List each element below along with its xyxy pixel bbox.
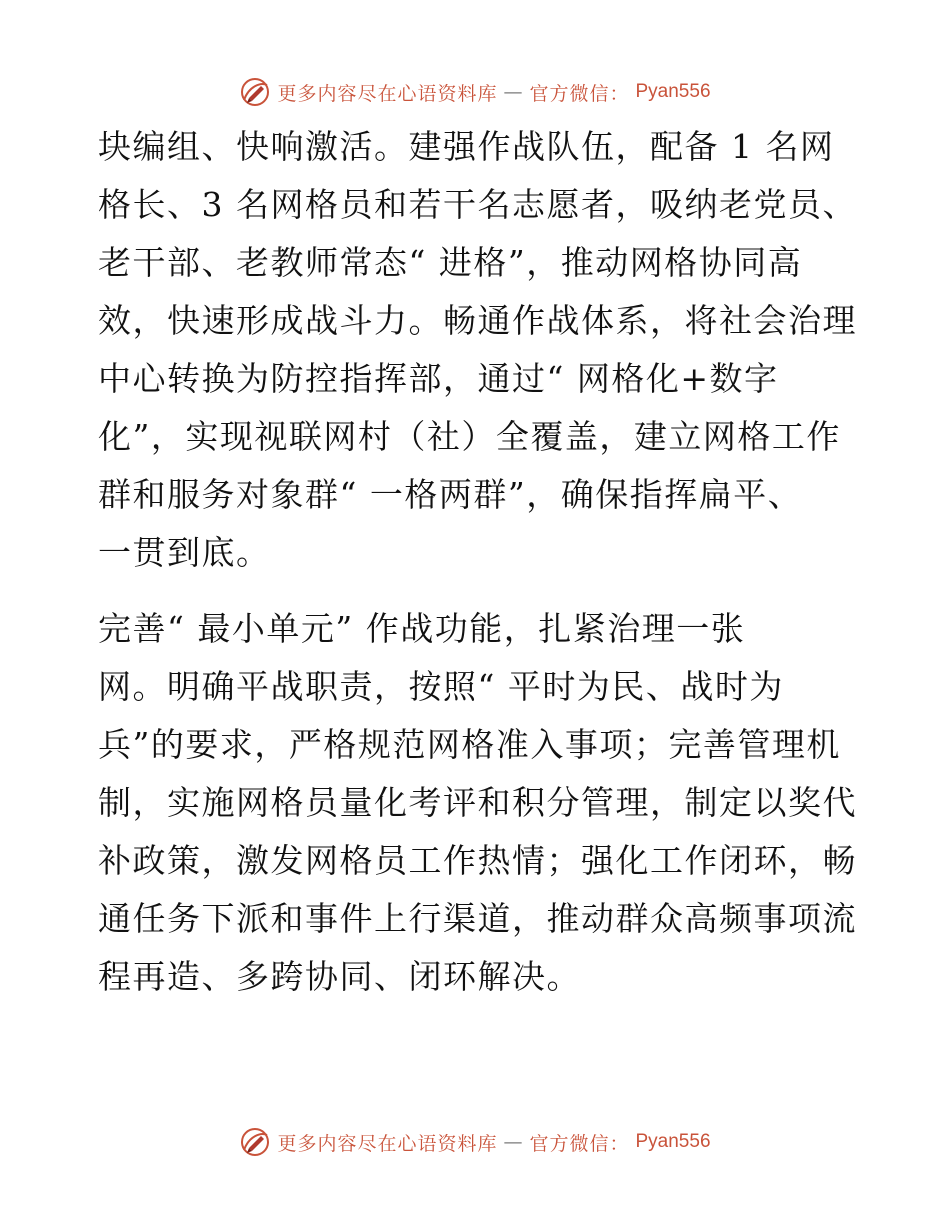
footer-brand-text: 更多内容尽在心语资料库 (277, 1132, 498, 1155)
header-wechat-id: Pyan556 (635, 81, 711, 102)
footer-separator: — (503, 1131, 524, 1153)
paragraph-2 (98, 600, 858, 1006)
paragraph-gap (98, 582, 858, 600)
paragraph-line: 群和服务对象群“ 一格两群”，确保指挥扁平、 (98, 475, 803, 514)
header-banner (0, 72, 950, 112)
paragraph-line: 通任务下派和事件上行渠道，推动群众高频事项流 (98, 899, 857, 938)
footer-banner (0, 1122, 950, 1162)
paragraph-line: 补政策，激发网格员工作热情；强化工作闭环，畅 (98, 841, 857, 880)
header-brand-text: 更多内容尽在心语资料库 (277, 82, 498, 105)
paragraph-line: 程再造、多跨协同、闭环解决。 (98, 957, 581, 996)
paragraph-line: 格长、3 名网格员和若干名志愿者，吸纳老党员、 (98, 185, 857, 224)
paragraph-line: 化”，实现视联网村（社）全覆盖，建立网格工作 (98, 417, 841, 456)
paragraph-line: 网。明确平战职责，按照“ 平时为民、战时为 (98, 667, 784, 706)
paragraph-line: 一贯到底。 (98, 533, 271, 572)
header-sub-text: 官方微信： (529, 82, 630, 105)
pen-logo-icon (239, 1126, 271, 1158)
paragraph-1 (98, 118, 858, 582)
paragraph-line: 中心转换为防控指挥部，通过“ 网格化+数字 (98, 359, 779, 398)
footer-wechat-id: Pyan556 (635, 1131, 711, 1152)
document-body (98, 118, 858, 1006)
footer-sub-text: 官方微信： (529, 1132, 630, 1155)
paragraph-line: 兵”的要求，严格规范网格准入事项；完善管理机 (98, 725, 841, 764)
paragraph-line: 块编组、快响激活。建强作战队伍，配备 1 名网 (98, 127, 835, 166)
paragraph-line: 老干部、老教师常态“ 进格”，推动网格协同高 (98, 243, 803, 282)
paragraph-line: 效，快速形成战斗力。畅通作战体系，将社会治理 (98, 301, 857, 340)
paragraph-line: 完善“ 最小单元” 作战功能，扎紧治理一张 (98, 609, 746, 648)
pen-logo-icon (239, 76, 271, 108)
header-separator: — (503, 81, 524, 103)
paragraph-line: 制，实施网格员量化考评和积分管理，制定以奖代 (98, 783, 857, 822)
